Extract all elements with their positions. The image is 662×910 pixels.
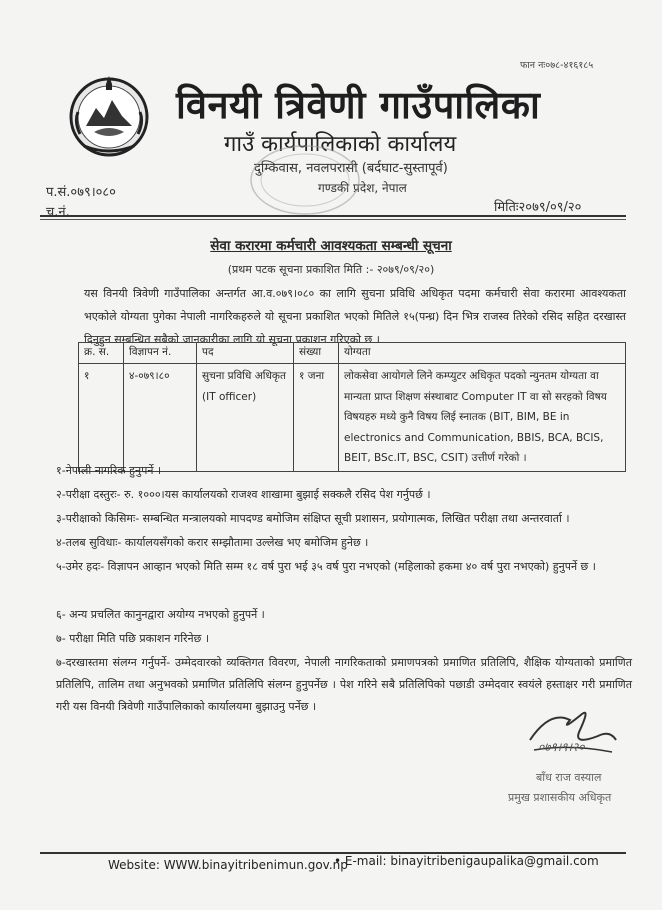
col-adv-no: विज्ञापन नं. [124, 343, 197, 364]
office-province: गण्डकी प्रदेश, नेपाल [318, 181, 407, 195]
cell-adv-no: ४-०७९।८० [124, 364, 197, 472]
signatory-post: प्रमुख प्रशासकीय अधिकृत [508, 791, 612, 804]
phone-number: फान नः०७८-४१६१८५ [520, 60, 594, 71]
office-subtitle: गाउँ कार्यपालिकाको कार्यालय [224, 132, 457, 157]
condition-item: ७-दरखास्तमा संलग्न गर्नुपर्ने- उम्मेदवारको व्यक्तिगत विवरण, नेपाली नागरिकताको प्रमाणपत्रको प्रमाणित प्रतिलिपि, शैक्षिक योग्यताको प्रमाणित प्रतिलिपि, तालिम तथा अनुभवको प्रमाणित प्रतिलिपि संलग्न हुनुपर्नेछ । पेश गरिने सबै प्रतिलिपिको पछाडी उम्मेदवार स्वयंले हस्ताक्षर गरी प्रमाणित गरी यस विनयी त्रिवेणी गाउँपालिकाको कार्यालयमा बुझाउनु पर्नेछ । [56, 656, 632, 713]
condition-item: ६- अन्य प्रचलित कानुनद्वारा अयोग्य नभएको हुनुपर्ने । [56, 608, 265, 621]
footer-email: • E-mail: binayitribenigaupalika@gmail.com [334, 854, 599, 868]
table-row [79, 364, 626, 472]
notice-published-date: (प्रथम पटक सूचना प्रकाशित मिति :- २०७९/०९/२०) [227, 263, 435, 276]
cell-serial: १ [79, 364, 124, 472]
col-post: पद [197, 343, 294, 364]
letter-date: मितिः२०७९/०९/२० [494, 200, 582, 215]
condition-item: ४-तलब सुविधाः- कार्यालयसँगको करार सम्झौतामा उल्लेख भए बमोजिम हुनेछ । [56, 536, 369, 549]
nepal-emblem-logo [66, 72, 152, 158]
header-divider [40, 215, 626, 217]
office-address: दुम्किवास, नवलपरासी (बर्दघाट-सुस्तापूर्व) [254, 161, 448, 176]
condition-item: ५-उमेर हदः- विज्ञापन आव्हान भएको मिति सम्म १८ वर्ष पुरा भई ३५ वर्ष पुरा नभएको (महिलाको हकमा ४० वर्ष पुरा नभएको) हुनुपर्ने छ । [56, 560, 596, 573]
cell-count: १ जना [294, 364, 339, 472]
col-qualification: योग्यता [339, 343, 626, 364]
col-count: संख्या [294, 343, 339, 364]
cell-qualification: लोकसेवा आयोगले लिने कम्प्युटर अधिकृत पदको न्युनतम योग्यता वा मान्यता प्राप्त शिक्षण संस्थाबाट Computer IT वा सो सरहको विषय विषयहरु मध्ये कुनै विषय लिई स्नातक (BIT, BIM, BE in electronics and Communication, BBIS, BCA, BCIS, BEIT, BSc.IT, BSC, CSIT) उत्तीर्ण गरेको । [339, 364, 626, 472]
footer-website: Website: WWW.binayitribenimun.gov.np [108, 858, 348, 872]
condition-item: ७- परीक्षा मिति पछि प्रकाशन गरिनेछ । [56, 632, 210, 645]
notice-title: सेवा करारमा कर्मचारी आवश्यकता सम्बन्धी सूचना [210, 238, 452, 254]
dispatch-number: च.नं. [46, 205, 70, 220]
condition-item: २-परीक्षा दस्तुरः- रु. १०००।यस कार्यालयको राजश्व शाखामा बुझाई सक्कलै रसिद पेश गर्नुपर्छ । [56, 488, 431, 501]
municipality-title: विनयी त्रिवेणी गाउँपालिका [176, 83, 541, 127]
office-stamp [246, 140, 364, 220]
notice-body: यस विनयी त्रिवेणी गाउँपालिका अन्तर्गत आ.व.०७९।०८० का लागि सुचना प्रविधि अधिकृत पदमा कर्मचारी सेवा करारमा आवश्यकता भएकोले योग्यता पुगेका नेपाली नागरिकहरुले यो सूचना प्रकाशित भएको मितिले १५(पन्ध्र) दिन भित्र राजस्व तिरेको रसिद सहित दरखास्त दिनुहुन सम्बन्धित सबैको जानकारीका लागि यो सूचना प्रकाशन गरिएको छ । [84, 287, 626, 346]
table-header-row [79, 343, 626, 364]
condition-item: ३-परीक्षाको किसिमः- सम्बन्धित मन्त्रालयको मापदण्ड बमोजिम संक्षिप्त सूची प्रशासन, प्रयोगात्मक, लिखित परीक्षा तथा अन्तरवार्ता । [56, 512, 570, 525]
signature-date: ०७९।९।२० [538, 740, 585, 754]
condition-item: १-नेपाली नागरिक हुनुपर्ने । [56, 464, 162, 477]
col-serial: क्र. स. [79, 343, 124, 364]
cell-post: सुचना प्रविधि अधिकृत (IT officer) [197, 364, 294, 472]
signatory-name: बाँध राज वस्याल [536, 771, 602, 784]
header-divider-thin [40, 219, 626, 220]
reference-number: प.सं.०७९।०८० [46, 185, 116, 200]
vacancy-table [78, 342, 626, 472]
